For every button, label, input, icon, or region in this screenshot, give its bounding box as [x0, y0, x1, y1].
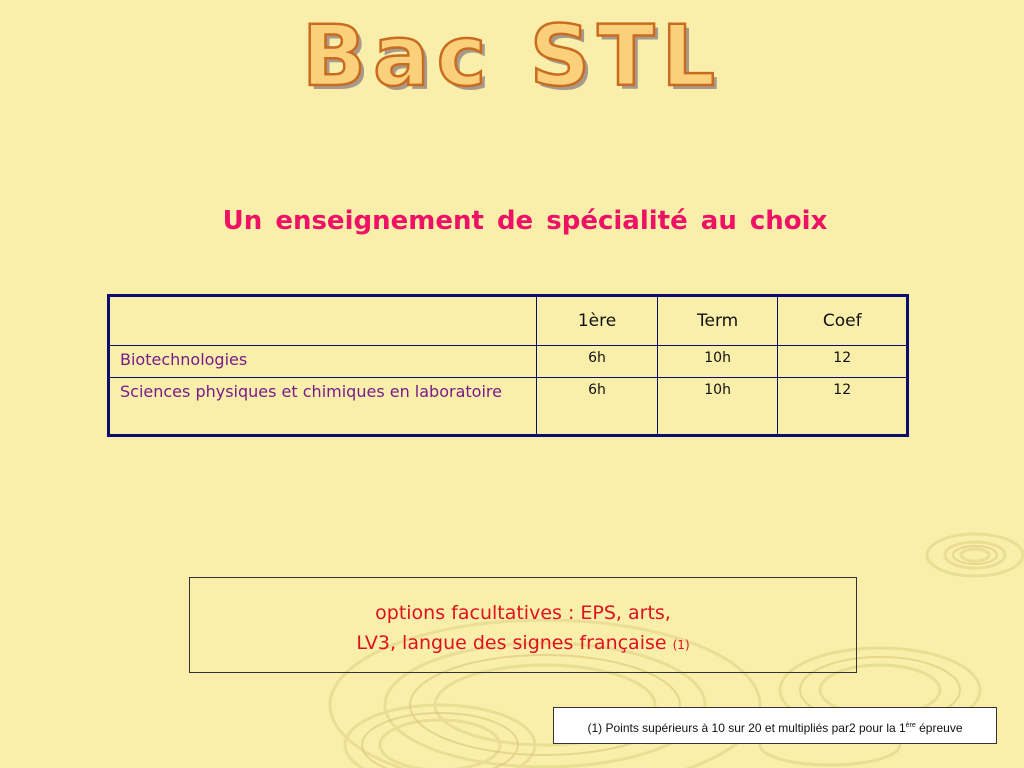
- footnote-text: (1) Points supérieurs à 10 sur 20 et multipliés par2 pour la 1: [587, 721, 906, 735]
- options-line-2: [190, 628, 856, 660]
- subtitle: Un enseignement de spécialité au choix: [222, 206, 828, 236]
- header-cell-term: Term: [657, 296, 778, 346]
- row-label: Sciences physiques et chimiques en laboratoire: [109, 378, 537, 436]
- cell-coef: 12: [778, 378, 908, 436]
- header-cell-coef: Coef: [778, 296, 908, 346]
- specialty-table: [107, 294, 909, 437]
- cell-coef: 12: [778, 346, 908, 378]
- row-label: Biotechnologies: [109, 346, 537, 378]
- header-cell-empty: [109, 296, 537, 346]
- header-cell-1ere: 1ère: [537, 296, 658, 346]
- footnote-superscript: ère: [905, 722, 916, 729]
- footnote-text-end: épreuve: [915, 721, 963, 735]
- optional-subjects-box: [189, 577, 857, 673]
- page-title: Bac STL: [301, 7, 723, 105]
- cell-1ere-hours: 6h: [537, 378, 658, 436]
- cell-1ere-hours: 6h: [537, 346, 658, 378]
- table-row: [109, 378, 908, 436]
- footnote-box: [553, 707, 997, 744]
- options-line-2-text: LV3, langue des signes française: [356, 632, 667, 654]
- table-row: [109, 346, 908, 378]
- table-header-row: [109, 296, 908, 346]
- options-line-1: options facultatives : EPS, arts,: [375, 602, 671, 624]
- footnote-reference: (1): [672, 638, 690, 652]
- cell-term-hours: 10h: [657, 378, 778, 436]
- cell-term-hours: 10h: [657, 346, 778, 378]
